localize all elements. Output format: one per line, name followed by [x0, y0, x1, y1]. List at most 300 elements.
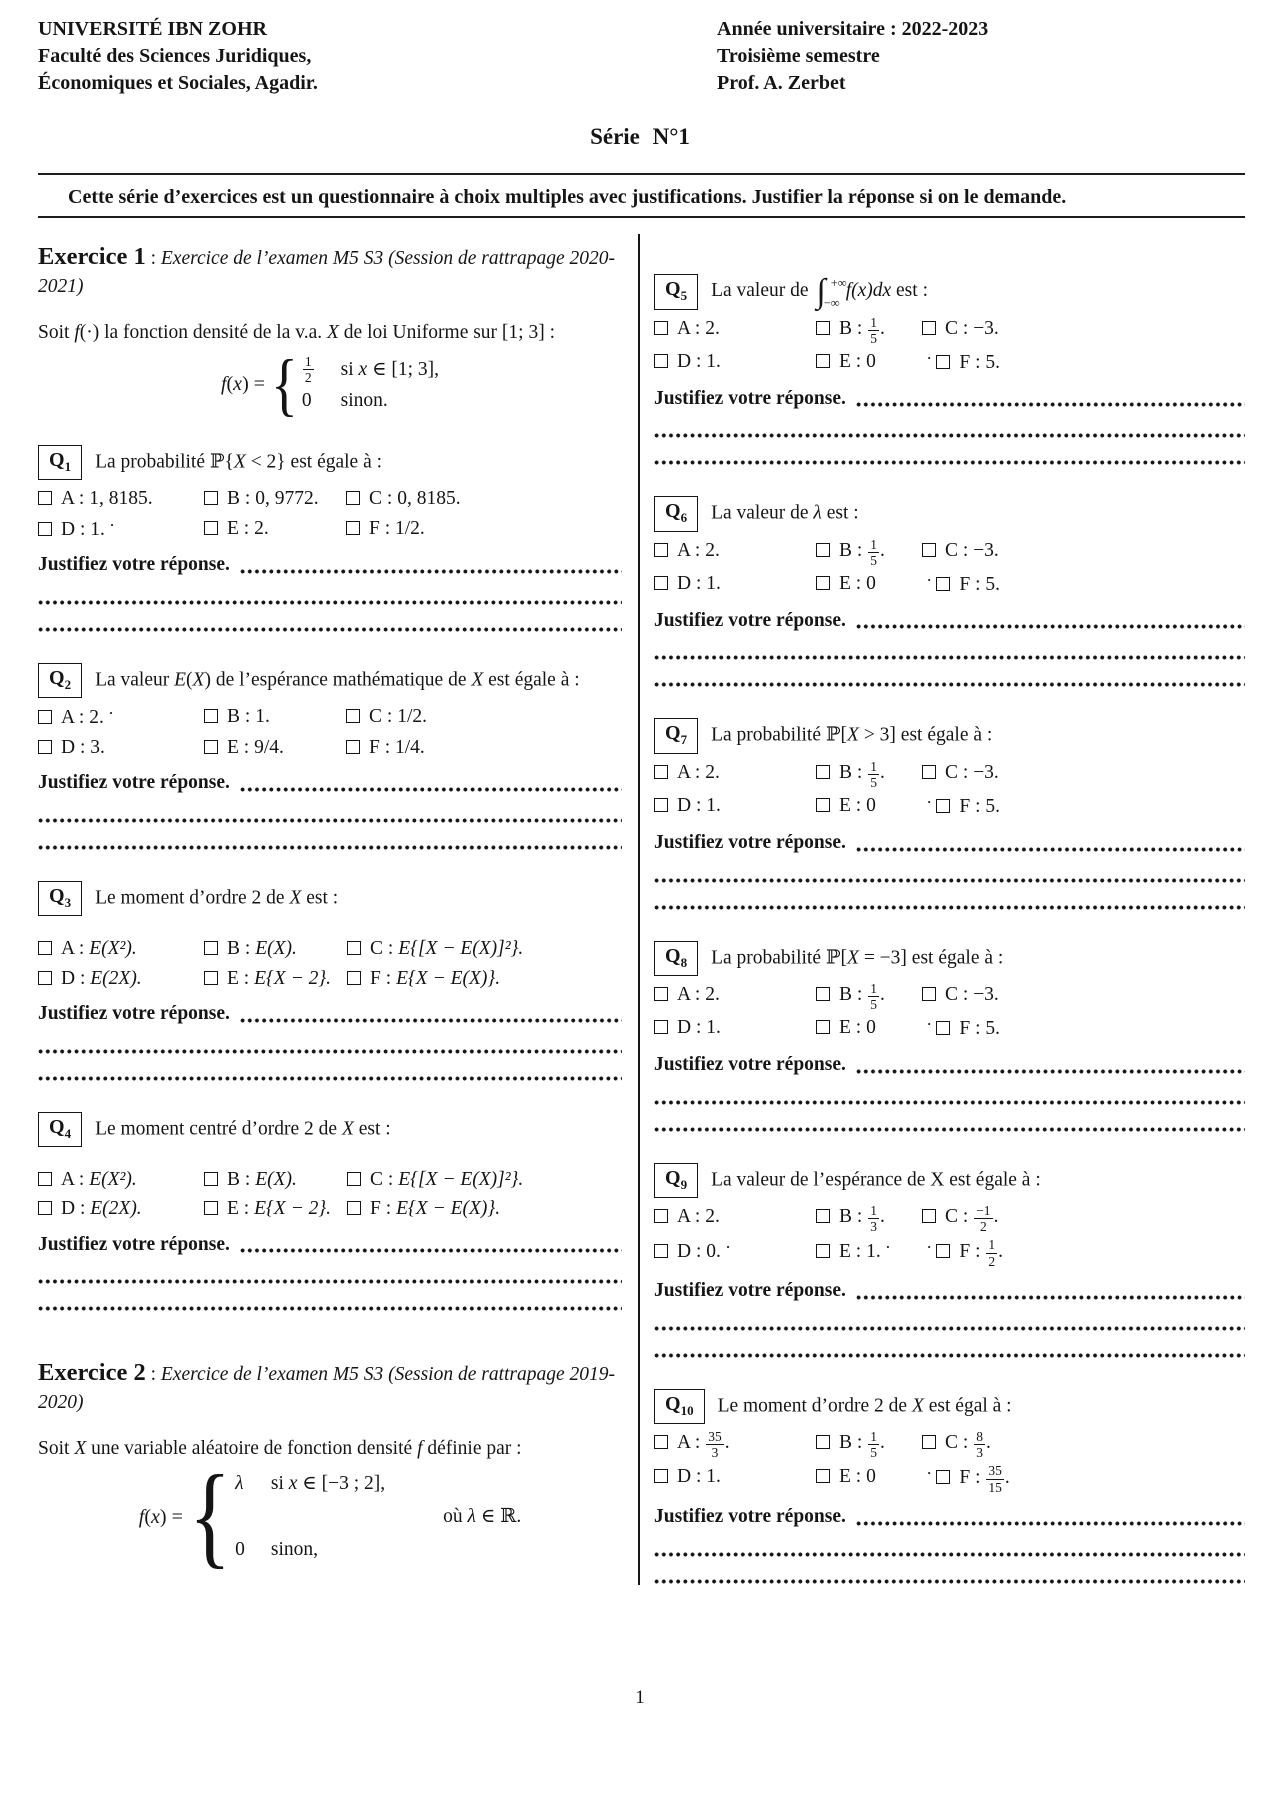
formula-cases	[235, 1471, 385, 1564]
checkbox-icon	[38, 1172, 52, 1186]
option-B: B : E(X).	[204, 936, 331, 963]
option-F: · F : 5.	[927, 1016, 1000, 1040]
option-E: E : 0	[816, 1015, 906, 1043]
answer-dots	[856, 1294, 1245, 1301]
formula-brace: {	[271, 346, 298, 424]
option-D: D : 1. ·	[38, 516, 188, 544]
answer-dots-line	[654, 432, 1245, 439]
header-left	[38, 16, 318, 97]
fraction-numerator: 35	[708, 1428, 722, 1444]
option-letter: F :	[370, 1198, 397, 1220]
answer-dots-line	[38, 844, 622, 851]
stray-dot: ·	[927, 1016, 932, 1032]
option-letter: F :	[959, 352, 986, 374]
integral-upper-limit: +∞	[830, 275, 847, 290]
exercise-name: Exercice 2	[38, 1359, 146, 1387]
option-E: E : 1. ·	[816, 1238, 906, 1270]
checkbox-icon	[922, 1435, 936, 1449]
fraction-denominator: 3	[870, 1218, 877, 1234]
question-title: La probabilité ℙ[X > 3] est égale à :	[711, 724, 993, 746]
checkbox-icon	[346, 491, 360, 505]
justify-row	[654, 1504, 1245, 1531]
case-value	[302, 355, 315, 386]
fraction-numerator: 1	[870, 980, 877, 996]
justify-label: Justifiez votre réponse.	[38, 1003, 230, 1025]
fraction	[868, 316, 879, 347]
fraction-denominator: 5	[870, 774, 877, 790]
options-grid	[654, 760, 1245, 821]
option-B: B : $\frac{1}{5}$ .	[816, 760, 906, 791]
density-formula	[38, 1453, 622, 1580]
option-F: F : 1/4.	[346, 735, 427, 762]
stray-dot: ·	[927, 1238, 932, 1254]
formula-brace: {	[188, 1453, 232, 1580]
academic-year-line: Année universitaire : 2022-2023	[717, 18, 989, 40]
option-letter: A :	[61, 1168, 90, 1190]
answer-dots-line	[654, 1126, 1245, 1133]
checkbox-icon	[922, 987, 936, 1001]
fraction	[974, 1430, 985, 1461]
question-header	[654, 1389, 1245, 1424]
fraction-numerator: 1	[870, 314, 877, 330]
checkbox-icon	[204, 1201, 218, 1215]
stray-dot: ·	[108, 705, 114, 721]
option-letter: B :	[839, 761, 868, 783]
question-number-badge: $Q_8$	[654, 941, 698, 976]
option-B: B : 1.	[204, 704, 330, 732]
case-gap	[235, 1500, 385, 1534]
fraction	[303, 355, 314, 386]
answer-dots	[856, 623, 1245, 630]
option-C: C : 0, 8185.	[346, 486, 461, 513]
question-header	[654, 718, 1245, 753]
checkbox-icon	[38, 971, 52, 985]
answer-dots	[240, 1247, 622, 1254]
answer-dots-line	[38, 1048, 622, 1055]
question-header	[38, 881, 622, 916]
checkbox-icon	[816, 321, 830, 335]
option-F: · F : $\frac{1}{2}$ .	[927, 1237, 1003, 1269]
answer-dots-line	[654, 877, 1245, 884]
options-grid	[38, 936, 622, 992]
exercise-block	[38, 240, 622, 424]
option-D: D : 3.	[38, 735, 188, 762]
option-letter: D :	[677, 1465, 707, 1487]
option-letter: B :	[227, 488, 256, 510]
stray-dot: ·	[927, 350, 932, 366]
answer-dots	[856, 401, 1245, 408]
fraction	[868, 760, 879, 791]
option-F: · F : 5.	[927, 794, 1000, 818]
case-condition: sinon.	[340, 390, 388, 412]
options-grid	[654, 1430, 1245, 1495]
column-left	[38, 234, 638, 1584]
option-A: A : 1, 8185.	[38, 486, 188, 513]
options-grid	[654, 1204, 1245, 1269]
option-letter: E :	[227, 1198, 255, 1220]
fraction-denominator: 5	[870, 330, 877, 346]
option-letter: F :	[959, 796, 986, 818]
two-column-layout	[38, 234, 1245, 1584]
option-C: C : −3.	[922, 316, 1000, 347]
intro-text: Cette série d’exercices est un questionnaire à choix multiples avec justifications. Justifier la réponse si on le demande.	[68, 186, 1067, 209]
answer-dots	[856, 846, 1245, 853]
question-Q6	[654, 496, 1245, 688]
checkbox-icon	[38, 491, 52, 505]
question-title: La valeur E(X) de l’espérance mathématique de X est égale à :	[95, 669, 580, 691]
answer-dots-line	[654, 681, 1245, 688]
justify-label: Justifiez votre réponse.	[654, 831, 846, 853]
checkbox-icon	[922, 543, 936, 557]
answer-dots-line	[654, 1578, 1245, 1585]
option-letter: A :	[677, 1432, 706, 1453]
fraction-numerator: 1	[304, 353, 312, 369]
checkbox-icon	[654, 354, 668, 368]
answer-dots-line	[654, 1099, 1245, 1106]
option-letter: A :	[61, 937, 90, 959]
checkbox-icon	[816, 354, 830, 368]
checkbox-icon	[654, 321, 668, 335]
question-number-badge: $Q_4$	[38, 1112, 82, 1147]
option-D: D : 1.	[654, 793, 800, 821]
option-A: A : 2. ·	[38, 704, 188, 732]
fraction-numerator: −1	[976, 1202, 991, 1218]
answer-dots-line	[38, 599, 622, 606]
exercise-subtitle: Exercice de l’examen M5 S3 (Session de rattrapage 2020-2021)	[38, 248, 616, 297]
checkbox-icon	[936, 355, 950, 369]
option-D: D : 1.	[654, 349, 800, 377]
fraction	[868, 1430, 879, 1461]
integral-symbol: ∫ +∞ −∞	[816, 272, 847, 311]
checkbox-icon	[936, 1470, 950, 1484]
checkbox-icon	[816, 765, 830, 779]
option-letter: F :	[959, 1466, 986, 1488]
question-Q9	[654, 1163, 1245, 1359]
fraction	[868, 1204, 879, 1235]
question-number-badge: $Q_9$	[654, 1163, 698, 1198]
option-D: D : 1.	[654, 1015, 800, 1043]
checkbox-icon	[816, 1209, 830, 1223]
checkbox-icon	[38, 522, 52, 536]
checkbox-icon	[922, 321, 936, 335]
exercise-heading	[38, 240, 622, 300]
checkbox-icon	[654, 1435, 668, 1449]
option-letter: E :	[839, 1240, 867, 1262]
checkbox-icon	[204, 740, 218, 754]
checkbox-icon	[654, 1469, 668, 1483]
question-title: Le moment d’ordre 2 de X est :	[95, 887, 339, 909]
option-C: C : E{[X − E(X)]²}.	[347, 936, 523, 963]
justify-row	[38, 552, 622, 579]
option-letter: E :	[227, 517, 255, 539]
stray-dot: ·	[927, 572, 932, 588]
justify-label: Justifiez votre réponse.	[654, 387, 846, 409]
option-C: C : E{[X − E(X)]²}.	[347, 1167, 523, 1194]
option-letter: C :	[945, 761, 974, 783]
option-letter: B :	[839, 317, 868, 339]
formula-cases	[302, 355, 439, 415]
checkbox-icon	[654, 1244, 668, 1258]
checkbox-icon	[816, 1435, 830, 1449]
fraction-denominator: 2	[304, 369, 312, 385]
fraction-denominator: 2	[974, 1218, 992, 1235]
case-condition: sinon,	[270, 1539, 318, 1561]
option-letter: E :	[839, 573, 867, 595]
faculty-line-1: Faculté des Sciences Juridiques,	[38, 45, 312, 67]
option-D: D : 1.	[654, 1464, 800, 1496]
justify-row	[654, 830, 1245, 857]
justify-label: Justifiez votre réponse.	[654, 1054, 846, 1075]
option-D: D : E(2X).	[38, 1196, 188, 1223]
checkbox-icon	[347, 1172, 361, 1186]
option-letter: E :	[839, 351, 867, 373]
checkbox-icon	[816, 1020, 830, 1034]
justify-row	[38, 1001, 622, 1028]
question-Q8	[654, 941, 1245, 1133]
answer-dots-line	[38, 817, 622, 824]
option-letter: D :	[677, 1240, 707, 1262]
option-letter: B :	[227, 706, 256, 728]
question-Q1	[38, 445, 622, 633]
checkbox-icon	[654, 1020, 668, 1034]
checkbox-icon	[347, 1201, 361, 1215]
justify-row	[654, 1052, 1245, 1079]
answer-dots-line	[38, 626, 622, 633]
option-C: C : −3.	[922, 982, 1000, 1013]
question-header	[38, 663, 622, 698]
question-header	[654, 496, 1245, 531]
option-letter: C :	[945, 983, 974, 1005]
checkbox-icon	[204, 491, 218, 505]
option-A: A : 2.	[654, 1204, 800, 1235]
option-B: B : $\frac{1}{5}$ .	[816, 982, 906, 1013]
option-F: F : E{X − E(X)}.	[347, 966, 523, 993]
exercise-paragraph: Soit X une variable aléatoire de fonction densité f définie par :	[38, 1438, 522, 1460]
option-letter: D :	[61, 518, 91, 540]
option-letter: B :	[839, 1432, 868, 1453]
option-letter: E :	[227, 736, 255, 758]
option-letter: C :	[369, 488, 398, 510]
checkbox-icon	[816, 798, 830, 812]
formula-lhs: f(x) =	[138, 1505, 183, 1528]
question-Q3	[38, 881, 622, 1082]
option-A: A : 2.	[654, 316, 800, 347]
option-C: C : $\frac{8}{3}$ .	[922, 1430, 1010, 1461]
checkbox-icon	[654, 765, 668, 779]
option-letter: A :	[677, 1205, 706, 1227]
option-letter: C :	[945, 539, 974, 561]
checkbox-icon	[346, 709, 360, 723]
fraction-numerator: 1	[870, 1428, 877, 1444]
question-number-badge: $Q_3$	[38, 881, 82, 916]
fraction-numerator: 1	[988, 1237, 996, 1253]
formula-lhs: f(x) =	[220, 373, 266, 396]
option-letter: F :	[370, 967, 397, 989]
answer-dots-line	[38, 1305, 622, 1312]
option-letter: C :	[945, 317, 974, 339]
answer-dots-line	[654, 459, 1245, 466]
justify-label: Justifiez votre réponse.	[654, 1280, 846, 1302]
option-F: · F : $\frac{35}{15}$ .	[927, 1463, 1010, 1495]
option-C: C : −3.	[922, 760, 1000, 791]
stray-dot: ·	[885, 1238, 891, 1254]
checkbox-icon	[936, 1021, 950, 1035]
question-title: La valeur de l’espérance de X est égale à :	[711, 1168, 1041, 1190]
question-Q2	[38, 663, 622, 851]
option-F: F : E{X − E(X)}.	[347, 1196, 523, 1223]
option-A: A : E(X²).	[38, 936, 188, 963]
option-letter: D :	[677, 573, 707, 595]
options-grid	[38, 486, 622, 543]
option-F: F : 1/2.	[346, 516, 461, 544]
stray-dot: ·	[725, 1238, 731, 1254]
checkbox-icon	[38, 1201, 52, 1215]
option-C: C : 1/2.	[346, 704, 427, 732]
justify-row	[38, 1232, 622, 1259]
answer-dots	[856, 1068, 1245, 1075]
fraction-numerator: 8	[976, 1428, 983, 1444]
faculty-line-2: Économiques et Sociales, Agadir.	[38, 72, 318, 94]
checkbox-icon	[204, 709, 218, 723]
question-number-badge: $Q_{10}$	[654, 1389, 705, 1424]
option-B: B : $\frac{1}{5}$ .	[816, 1430, 906, 1461]
divider-mid	[38, 216, 1245, 218]
checkbox-icon	[204, 1172, 218, 1186]
checkbox-icon	[38, 710, 52, 724]
fraction-denominator: 15	[988, 1479, 1002, 1495]
option-E: E : 0	[816, 349, 906, 377]
option-letter: B :	[227, 1168, 256, 1190]
answer-dots-line	[38, 1075, 622, 1082]
option-letter: F :	[959, 1240, 986, 1262]
exercise-paragraph: Soit f(·) la fonction densité de la v.a. X de loi Uniforme sur [1; 3] :	[38, 322, 556, 344]
checkbox-icon	[346, 740, 360, 754]
fraction	[868, 982, 879, 1013]
answer-dots-line	[654, 1325, 1245, 1332]
formula-side-note: où λ ∈ ℝ.	[443, 1505, 522, 1527]
exercise-subtitle: Exercice de l’examen M5 S3 (Session de rattrapage 2019-2020)	[38, 1364, 616, 1413]
options-grid	[654, 982, 1245, 1043]
case-condition: si x ∈ [−3 ; 2],	[270, 1472, 386, 1494]
options-grid	[654, 316, 1245, 377]
question-header	[654, 274, 1245, 309]
checkbox-icon	[204, 971, 218, 985]
option-letter: C :	[370, 937, 399, 959]
checkbox-icon	[936, 1244, 950, 1258]
option-A: A : 2.	[654, 982, 800, 1013]
fraction-denominator: 2	[988, 1253, 996, 1269]
header	[0, 0, 1280, 97]
fraction-denominator: 3	[976, 1445, 983, 1460]
checkbox-icon	[922, 765, 936, 779]
fraction	[706, 1430, 724, 1461]
option-letter: C :	[945, 1205, 974, 1227]
fraction-denominator: 3	[706, 1444, 724, 1461]
option-E: E : E{X − 2}.	[204, 966, 331, 993]
option-E: E : 0	[816, 793, 906, 821]
checkbox-icon	[347, 941, 361, 955]
fraction	[868, 538, 879, 569]
question-title: Le moment centré d’ordre 2 de X est :	[95, 1117, 391, 1139]
question-Q4	[38, 1112, 622, 1313]
option-letter: B :	[227, 937, 256, 959]
exercise-colon: :	[145, 248, 161, 270]
professor-line: Prof. A. Zerbet	[717, 72, 846, 94]
answer-dots	[856, 1520, 1245, 1527]
option-letter: A :	[677, 317, 706, 339]
case-condition: si x ∈ [1; 3],	[340, 358, 440, 380]
exercise-colon: :	[145, 1364, 161, 1386]
option-letter: B :	[839, 1205, 868, 1227]
checkbox-icon	[936, 577, 950, 591]
option-F: · F : 5.	[927, 350, 1000, 374]
option-letter: A :	[61, 707, 90, 729]
fraction	[986, 1464, 1004, 1495]
justify-label: Justifiez votre réponse.	[654, 609, 846, 631]
option-C: C : −3.	[922, 538, 1000, 569]
checkbox-icon	[816, 1469, 830, 1483]
option-letter: A :	[61, 488, 90, 510]
justify-label: Justifiez votre réponse.	[38, 772, 230, 794]
option-B: B : E(X).	[204, 1167, 331, 1194]
answer-dots	[240, 786, 622, 793]
stray-dot: ·	[109, 516, 115, 532]
option-B: B : $\frac{1}{5}$ .	[816, 316, 906, 347]
checkbox-icon	[38, 941, 52, 955]
option-A: A : E(X²).	[38, 1167, 188, 1194]
question-Q7	[654, 718, 1245, 910]
question-number-badge: $Q_2$	[38, 663, 82, 698]
option-letter: A :	[677, 539, 706, 561]
option-letter: F :	[369, 517, 396, 539]
series-title: Série N°1	[590, 124, 690, 149]
question-header	[38, 445, 622, 480]
question-header	[654, 941, 1245, 976]
option-E: E : 9/4.	[204, 735, 330, 762]
divider-top	[38, 173, 1245, 175]
option-letter: A :	[677, 983, 706, 1005]
checkbox-icon	[204, 941, 218, 955]
checkbox-icon	[654, 576, 668, 590]
checkbox-icon	[38, 740, 52, 754]
justify-row	[38, 770, 622, 797]
answer-dots-line	[38, 1278, 622, 1285]
header-right	[717, 16, 1245, 97]
answer-dots-line	[654, 1551, 1245, 1558]
integral-lower-limit: −∞	[823, 296, 840, 311]
density-formula	[38, 346, 622, 424]
university-name: UNIVERSITÉ IBN ZOHR	[38, 18, 267, 40]
fraction-denominator: 5	[870, 552, 877, 568]
option-A: A : 2.	[654, 538, 800, 569]
checkbox-icon	[816, 576, 830, 590]
checkbox-icon	[654, 543, 668, 557]
option-letter: D :	[677, 795, 707, 817]
question-number-badge: $Q_1$	[38, 445, 82, 480]
exercise-heading	[38, 1356, 622, 1416]
option-letter: E :	[839, 1017, 867, 1039]
option-letter: D :	[677, 351, 707, 373]
option-D: D : 0. ·	[654, 1238, 800, 1270]
justify-row	[654, 1278, 1245, 1305]
option-letter: C :	[369, 706, 398, 728]
checkbox-icon	[922, 1209, 936, 1223]
question-title: La probabilité ℙ{X < 2} est égale à :	[95, 451, 383, 473]
checkbox-icon	[816, 543, 830, 557]
option-letter: B :	[839, 983, 868, 1005]
case-value: 0	[301, 390, 312, 412]
option-E: E : 0	[816, 571, 906, 599]
